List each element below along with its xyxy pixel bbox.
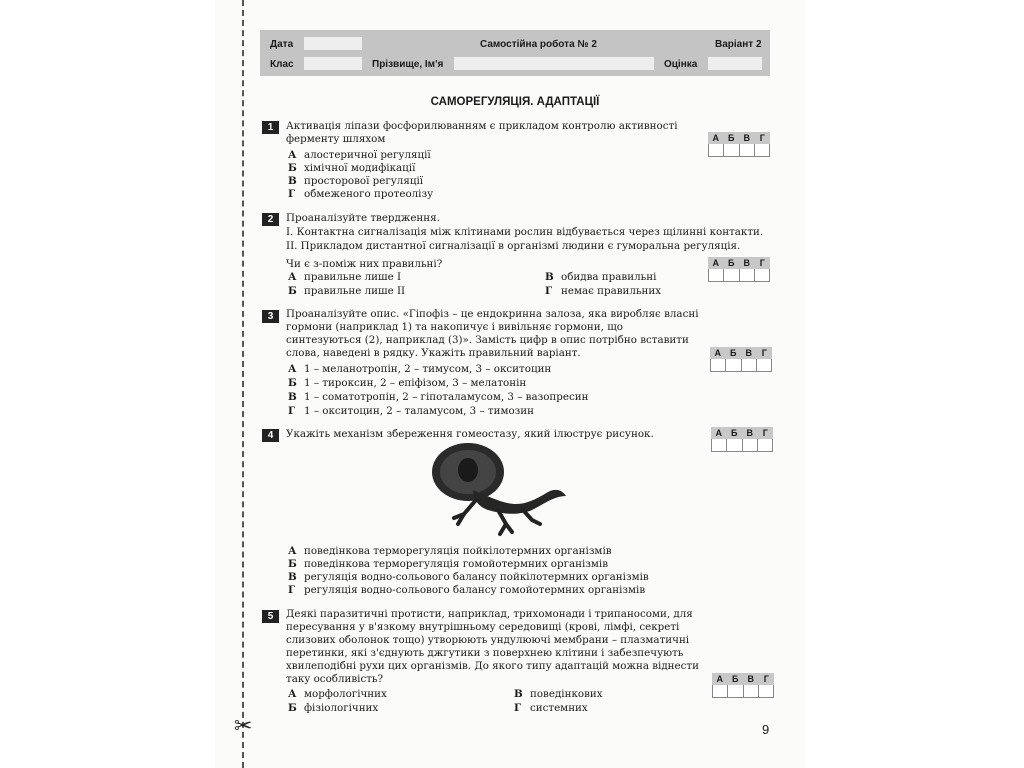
question-text: слизових оболонок тощо) утворюють ундулюючі мембрани – плазматичні bbox=[286, 634, 690, 646]
question-prompt: Чи є з-поміж них правильні? bbox=[286, 258, 443, 270]
question-number: 2 bbox=[262, 213, 279, 226]
grade-field[interactable] bbox=[708, 57, 762, 70]
date-label: Дата bbox=[270, 39, 294, 50]
answer-option: А правильне лише I bbox=[288, 271, 402, 283]
question-number: 3 bbox=[262, 310, 279, 323]
answer-cell[interactable] bbox=[727, 685, 743, 698]
answer-grid[interactable]: А Б В Г bbox=[708, 257, 770, 282]
question-number: 1 bbox=[262, 121, 279, 134]
answer-grid[interactable]: А Б В Г bbox=[710, 347, 772, 372]
worksheet-title: Самостійна робота № 2 bbox=[480, 39, 597, 50]
answer-cell[interactable] bbox=[723, 144, 739, 157]
answer-grid[interactable]: А Б В Г bbox=[711, 427, 773, 452]
answer-option: А морфологічних bbox=[288, 688, 387, 700]
answer-cell[interactable] bbox=[754, 144, 770, 157]
answer-cell[interactable] bbox=[711, 439, 727, 452]
statement-2: II. Прикладом дистантної сигналізації в організмі людини є гуморальна регуляція. bbox=[286, 240, 741, 252]
variant-label: Варіант 2 bbox=[715, 39, 762, 50]
answer-option: Б правильне лише II bbox=[288, 285, 406, 297]
answer-option: А алостеричної регуляції bbox=[288, 149, 431, 161]
question-text: Укажіть механізм збереження гомеостазу, який ілюструє рисунок. bbox=[286, 428, 654, 440]
answer-cell[interactable] bbox=[754, 269, 770, 282]
answer-grid[interactable]: А Б В Г bbox=[708, 132, 770, 157]
worksheet-header bbox=[260, 30, 770, 76]
answer-option: Г регуляція водно-сольового балансу гомойотермних організмів bbox=[288, 584, 646, 596]
page-number: 9 bbox=[762, 722, 770, 737]
answer-option: Б поведінкова терморегуляція гомойотермних організмів bbox=[288, 558, 608, 570]
grade-label: Оцінка bbox=[664, 59, 698, 70]
answer-option: Г обмеженого протеолізу bbox=[288, 188, 434, 200]
answer-cell[interactable] bbox=[726, 439, 742, 452]
date-field[interactable] bbox=[304, 37, 362, 50]
question-text: Деякі паразитичні протисти, наприклад, трихомонади і трипаносоми, для bbox=[286, 608, 693, 620]
statement-1: I. Контактна сигналізація між клітинами рослин відбувається через щілинні контакти. bbox=[286, 226, 764, 238]
question-text: таку особливість? bbox=[286, 673, 384, 685]
question-text: ферменту шляхом bbox=[286, 133, 386, 145]
answer-cell[interactable] bbox=[758, 685, 774, 698]
answer-option: В обидва правильні bbox=[545, 271, 657, 283]
question-text: пересування у в'язкому внутрішньому середовищі (крові, лімфі, секреті bbox=[286, 621, 680, 633]
scissors-icon: ✂ bbox=[234, 714, 253, 739]
answer-option: А 1 – меланотропін, 2 – тимусом, 3 – окситоцин bbox=[288, 363, 552, 375]
answer-option: В регуляція водно-сольового балансу пойкілотермних організмів bbox=[288, 571, 649, 583]
question-text: синтезуються (2), наприклад (3)». Замість цифр в опис потрібно вставити bbox=[286, 334, 689, 346]
answer-cell[interactable] bbox=[757, 439, 773, 452]
answer-grid[interactable]: А Б В Г bbox=[712, 673, 774, 698]
answer-cell[interactable] bbox=[739, 144, 755, 157]
question-text: Проаналізуйте опис. «Гіпофіз – це ендокринна залоза, яка виробляє власні bbox=[286, 308, 699, 320]
answer-cell[interactable] bbox=[725, 359, 741, 372]
answer-cell[interactable] bbox=[756, 359, 772, 372]
answer-cell[interactable] bbox=[710, 359, 726, 372]
answer-option: А поведінкова терморегуляція пойкілотермних організмів bbox=[288, 545, 612, 557]
answer-cell[interactable] bbox=[742, 439, 758, 452]
class-field[interactable] bbox=[304, 57, 362, 70]
question-text: гормони (наприклад 1) та накопичує і вивільняє гормони, що bbox=[286, 321, 623, 333]
answer-option: В 1 – соматотропін, 2 – гіпоталамусом, 3 – вазопресин bbox=[288, 391, 589, 403]
name-label: Прізвище, Ім'я bbox=[372, 59, 444, 70]
name-field[interactable] bbox=[454, 57, 654, 70]
question-text: Проаналізуйте твердження. bbox=[286, 212, 440, 224]
question-number: 4 bbox=[262, 429, 279, 442]
question-text: перетинки, які з'єднують джгутики з поверхнею клітини і забезпечують bbox=[286, 647, 684, 659]
question-text: хвилеподібні рухи цих організмів. До якого типу адаптацій можна віднести bbox=[286, 660, 699, 672]
answer-cell[interactable] bbox=[741, 359, 757, 372]
answer-option: В поведінкових bbox=[514, 688, 603, 700]
answer-option: Г немає правильних bbox=[545, 285, 662, 297]
answer-cell[interactable] bbox=[708, 144, 724, 157]
answer-option: Б хімічної модифікації bbox=[288, 162, 416, 174]
question-text: Активація ліпази фосфорилюванням є прикладом контролю активності bbox=[286, 120, 678, 132]
answer-cell[interactable] bbox=[743, 685, 759, 698]
answer-option: Б 1 – тироксин, 2 – епіфізом, 3 – мелатонін bbox=[288, 377, 527, 389]
answer-option: Г системних bbox=[514, 702, 588, 714]
answer-option: Б фізіологічних bbox=[288, 702, 379, 714]
answer-cell[interactable] bbox=[712, 685, 728, 698]
answer-option: В просторової регуляції bbox=[288, 175, 424, 187]
class-label: Клас bbox=[270, 59, 294, 70]
question-text: слова, наведені в рядку. Укажіть правильний варіант. bbox=[286, 347, 581, 359]
answer-cell[interactable] bbox=[708, 269, 724, 282]
frilled-lizard-illustration bbox=[428, 440, 568, 540]
answer-option: Г 1 – окситоцин, 2 – таламусом, 3 – тимозин bbox=[288, 405, 535, 417]
answer-cell[interactable] bbox=[739, 269, 755, 282]
cut-line bbox=[242, 0, 244, 768]
question-number: 5 bbox=[262, 610, 279, 623]
answer-cell[interactable] bbox=[723, 269, 739, 282]
section-title: САМОРЕГУЛЯЦІЯ. АДАПТАЦІЇ bbox=[430, 96, 600, 108]
